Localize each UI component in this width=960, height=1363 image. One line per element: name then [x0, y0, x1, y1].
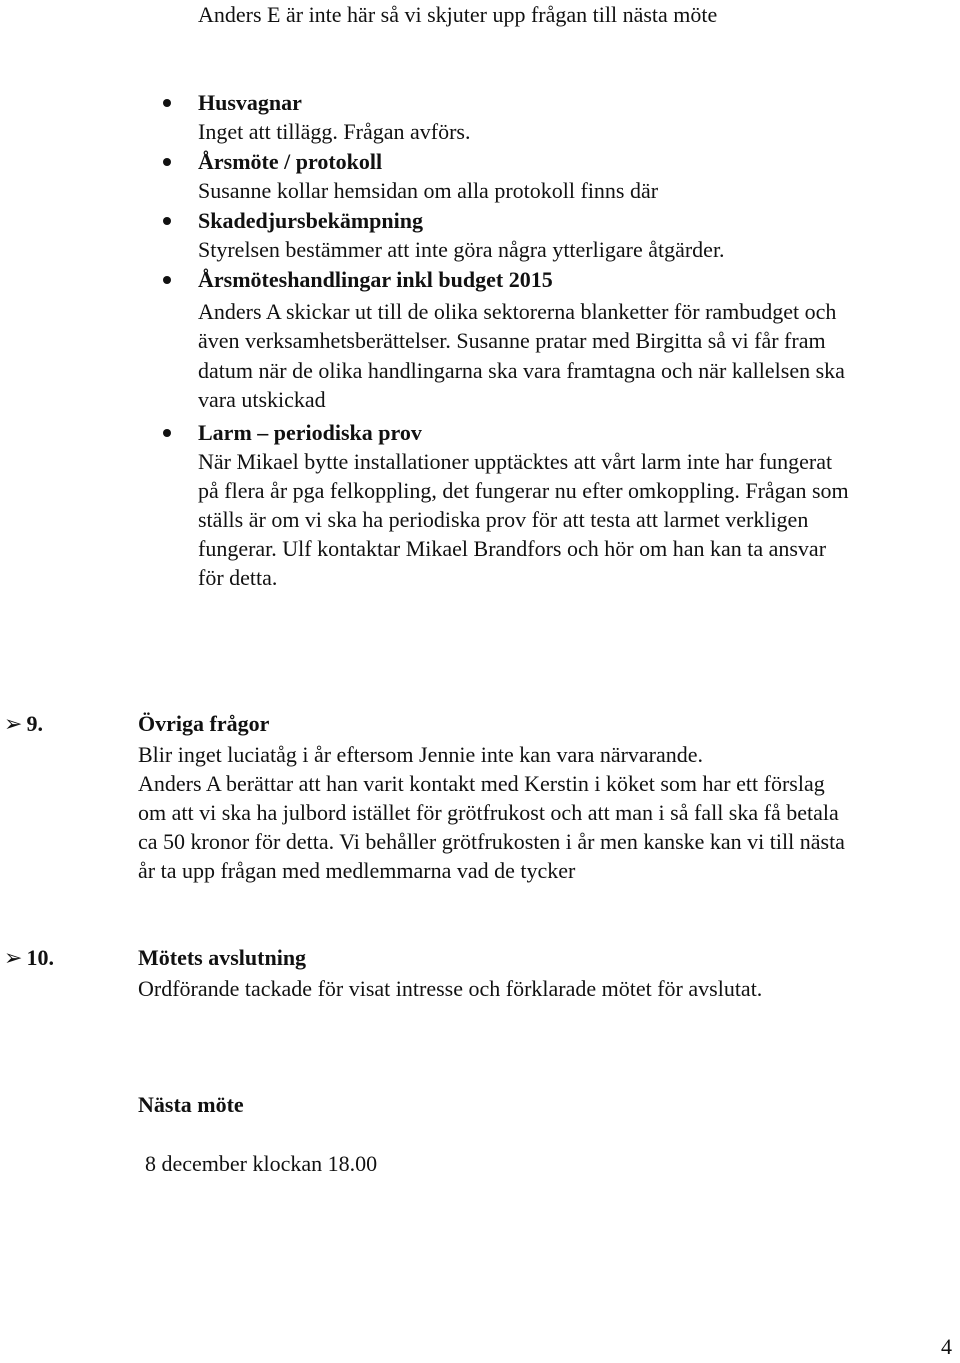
item-text: fungerar. Ulf kontaktar Mikael Brandfors och hör om han kan ta ansvar [198, 536, 827, 561]
next-meeting-date: 8 december klockan 18.00 [145, 1151, 378, 1176]
bullet-icon [163, 276, 171, 284]
bullet-icon [163, 217, 171, 225]
section-title: Övriga frågor [138, 711, 270, 736]
item-text: vara utskickad [198, 387, 326, 412]
bullet-icon [163, 99, 171, 107]
section-number [4, 709, 43, 738]
item-text: även verksamhetsberättelser. Susanne pratar med Birgitta så vi får fram [198, 328, 826, 353]
section-text: ca 50 kronor för detta. Vi behåller grötfrukosten i år men kanske kan vi till nästa [138, 829, 845, 854]
section-text: år ta upp frågan med medlemmarna vad de tycker [138, 858, 576, 883]
item-text: på flera år pga felkoppling, det fungerar nu efter omkoppling. Frågan som [198, 478, 849, 503]
section-number-text: 10. [26, 945, 54, 970]
item-text: Inget att tillägg. Frågan avförs. [198, 119, 471, 144]
item-title: Årsmöteshandlingar inkl budget 2015 [198, 267, 553, 292]
item-text: datum när de olika handlingarna ska vara framtagna och när kallelsen ska [198, 358, 845, 383]
arrow-bullet-icon: ➢ [4, 711, 23, 736]
item-title: Skadedjursbekämpning [198, 208, 423, 233]
item-text: ställs är om vi ska ha periodiska prov för att testa att larmet verkligen [198, 507, 809, 532]
item-title: Larm – periodiska prov [198, 420, 422, 445]
bullet-icon [163, 158, 171, 166]
next-meeting-heading: Nästa möte [138, 1092, 244, 1117]
section-text: om att vi ska ha julbord istället för grötfrukost och att man i så fall ska få betala [138, 800, 839, 825]
section-title: Mötets avslutning [138, 945, 307, 970]
intro-text: Anders E är inte här så vi skjuter upp frågan till nästa möte [198, 2, 718, 27]
section-number-text: 9. [26, 711, 43, 736]
section-number [4, 943, 54, 972]
section-text: Blir inget luciatåg i år eftersom Jennie inte kan vara närvarande. [138, 742, 704, 767]
section-text: Ordförande tackade för visat intresse och förklarade mötet för avslutat. [138, 976, 763, 1001]
item-text: När Mikael bytte installationer upptäcktes att vårt larm inte har fungerat [198, 449, 833, 474]
arrow-bullet-icon: ➢ [4, 945, 23, 970]
bullet-icon [163, 429, 171, 437]
item-text: för detta. [198, 565, 278, 590]
page-number: 4 [941, 1334, 952, 1359]
item-text: Susanne kollar hemsidan om alla protokoll finns där [198, 178, 659, 203]
section-text: Anders A berättar att han varit kontakt med Kerstin i köket som har ett förslag [138, 771, 825, 796]
item-text: Anders A skickar ut till de olika sektorerna blanketter för rambudget och [198, 299, 837, 324]
item-title: Årsmöte / protokoll [198, 149, 383, 174]
item-text: Styrelsen bestämmer att inte göra några ytterligare åtgärder. [198, 237, 725, 262]
item-title: Husvagnar [198, 90, 302, 115]
